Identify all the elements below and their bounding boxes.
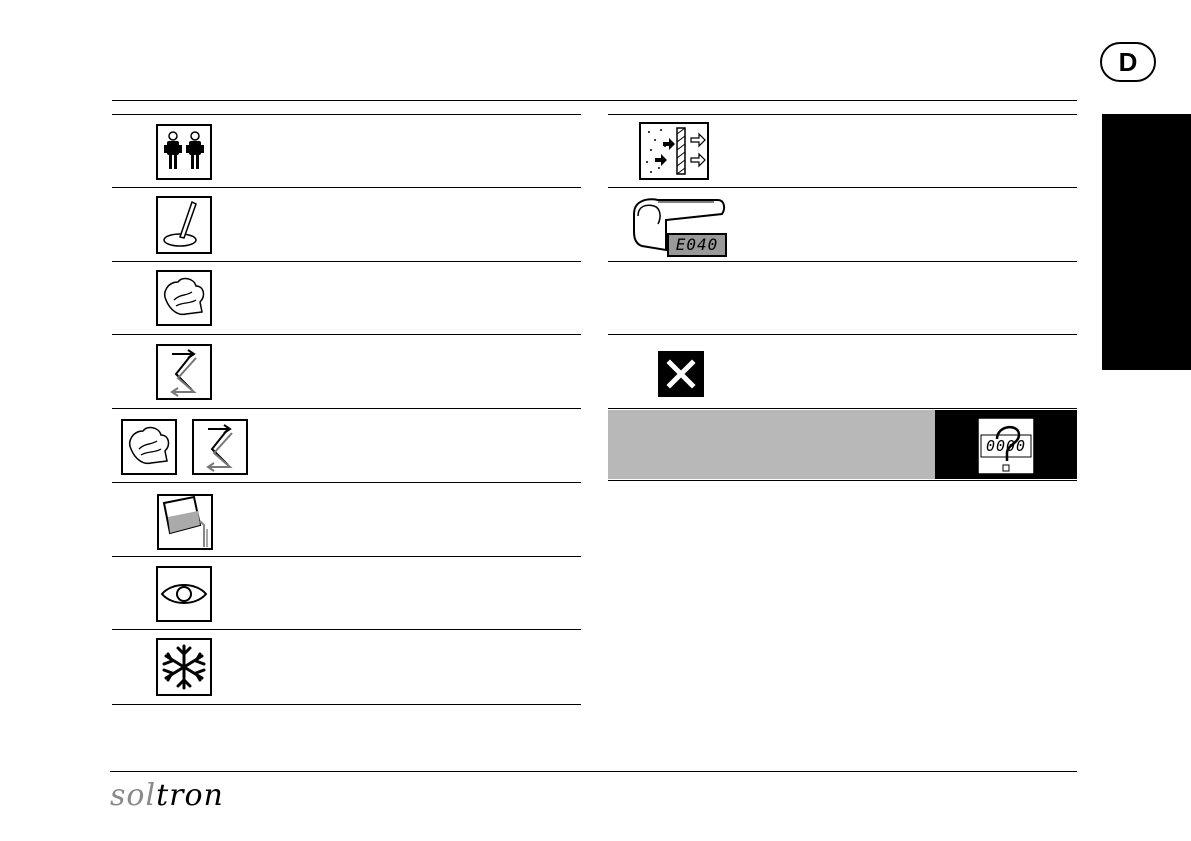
soltron-logo: soltron: [110, 778, 224, 813]
right-row-divider: [608, 480, 1077, 481]
right-row-divider: [608, 187, 1077, 188]
left-row-divider: [112, 556, 581, 557]
close-x-icon: [658, 351, 704, 397]
sunbed-error-icon: [628, 194, 728, 258]
top-rule: [112, 100, 1077, 101]
display-question-icon: [977, 417, 1035, 475]
left-row-divider: [112, 261, 581, 262]
floor-cleaner-icon: [156, 196, 212, 254]
language-tab-marker: [1102, 114, 1191, 370]
right-row-divider: [608, 261, 1077, 262]
eye-icon: [156, 566, 212, 622]
right-row-divider: [608, 334, 1077, 335]
rotate-arrows-icon: [192, 419, 248, 475]
error-code-display: E040: [675, 235, 719, 254]
air-filter-icon: [639, 122, 711, 182]
right-row-divider: [608, 114, 1077, 115]
left-row-divider: [112, 334, 581, 335]
left-row-divider: [112, 482, 581, 483]
left-row-divider: [112, 187, 581, 188]
wipe-hand-icon: [121, 419, 177, 475]
footer-rule: [110, 771, 1077, 772]
left-row-divider: [112, 408, 581, 409]
wipe-hand-icon: [156, 270, 212, 326]
rotate-arrows-icon: [156, 344, 212, 400]
left-row-divider: [112, 704, 581, 705]
two-persons-icon: [156, 124, 212, 180]
highlight-row-band: [608, 410, 935, 479]
left-row-divider: [112, 629, 581, 630]
pour-liquid-icon: [156, 491, 214, 551]
display-readout: 0000: [985, 437, 1027, 455]
snowflake-icon: [156, 638, 212, 696]
left-row-divider: [112, 114, 581, 115]
right-row-divider: [608, 408, 1077, 409]
language-badge: D: [1100, 42, 1156, 82]
